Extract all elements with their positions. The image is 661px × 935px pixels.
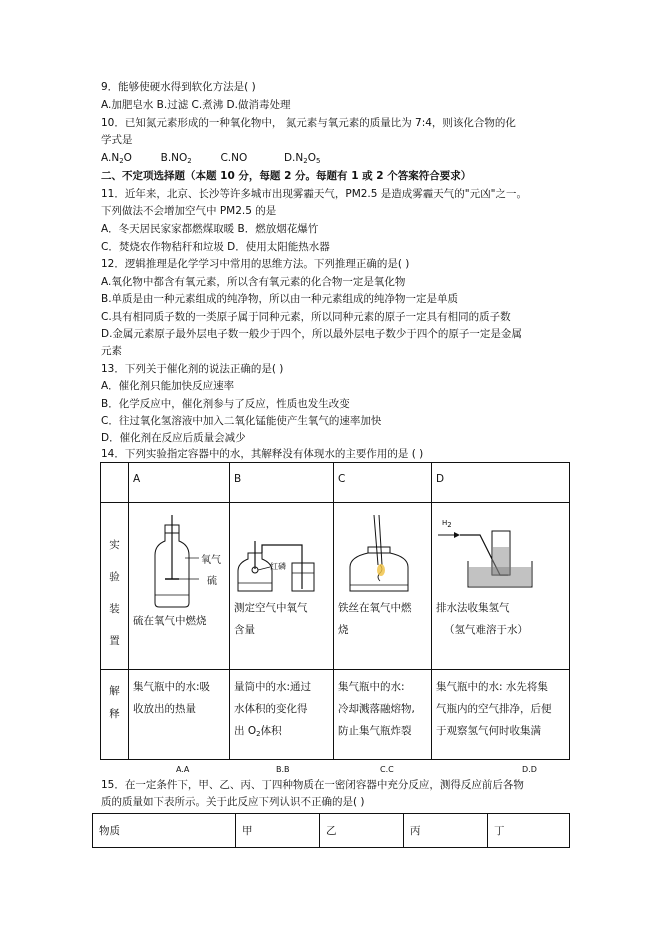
q14-stem: 14．下列实验指定容器中的水，其解释没有体现水的主要作用的是 ( ) xyxy=(101,448,424,460)
oxygen-content-apparatus-figure xyxy=(230,503,334,595)
q14-row-label-explanation: 解 释 xyxy=(101,670,129,760)
q14-col-c: C xyxy=(334,463,432,503)
q14-apparatus-a xyxy=(129,503,230,670)
q14-table xyxy=(100,462,570,760)
q14-answer-b: B.B xyxy=(276,765,290,774)
q11-options-ab: A．冬天居民家家都燃煤取暖 B．燃放烟花爆竹 xyxy=(101,223,319,235)
q12-option-c: C.具有相同质子数的一类原子属于同种元素，所以同种元素的原子一定具有相同的质子数 xyxy=(101,311,511,323)
q10-stem-line1: 10．已知氮元素形成的一种氧化物中， 氮元素与氧元素的质量比为 7:4，则该化合物的化 xyxy=(101,117,516,129)
q14-row-label-apparatus: 实 验 装 置 xyxy=(101,503,129,670)
q14-explanation-d: 集气瓶中的水: 水先将集 气瓶内的空气排净，后便 于观察氢气何时收集满 xyxy=(432,670,570,760)
q14-apparatus-b xyxy=(230,503,334,670)
q15-header-bing: 丙 xyxy=(404,814,488,848)
q14-header-row xyxy=(101,463,570,503)
q9-options: A.加肥皂水 B.过滤 C.煮沸 D.做消毒处理 xyxy=(101,99,291,111)
q14-col-a: A xyxy=(129,463,230,503)
q13-option-b: B．化学反应中，催化剂参与了反应，性质也发生改变 xyxy=(101,398,350,410)
q14-header-empty xyxy=(101,463,129,503)
q10-option-d: $D.N_2O_5$ xyxy=(283,152,321,165)
q15-header-yi: 乙 xyxy=(320,814,404,848)
q12-option-b: B.单质是由一种元素组成的纯净物，所以由一种元素组成的纯净物一定是单质 xyxy=(101,293,459,305)
q14-apparatus-row xyxy=(101,503,570,670)
q10-options xyxy=(101,151,320,165)
q14-col-d: D xyxy=(432,463,570,503)
sulfur-label: 硫 xyxy=(207,576,217,587)
q11-options-cd: C．焚烧农作物秸秆和垃圾 D．使用太阳能热水器 xyxy=(101,241,330,253)
q9-stem: 9．能够使硬水得到软化方法是( ) xyxy=(101,81,256,93)
q11-stem-line2: 下列做法不会增加空气中 PM2.5 的是 xyxy=(101,205,277,217)
q13-stem: 13．下列关于催化剂的说法正确的是( ) xyxy=(101,363,284,375)
q13-option-c: C．往过氧化氢溶液中加入二氧化锰能使产生氧气的速率加快 xyxy=(101,415,382,427)
q12-option-d-line2: 元素 xyxy=(101,345,122,357)
q15-header-ding: 丁 xyxy=(488,814,570,848)
q12-option-a: A.氧化物中都含有氧元素，所以含有氧元素的化合物一定是氧化物 xyxy=(101,276,406,288)
q13-option-d: D．催化剂在反应后质量会减少 xyxy=(101,432,246,444)
q14-caption-b: 测定空气中氧气 含量 xyxy=(234,602,308,636)
q14-answer-c: C.C xyxy=(380,765,394,774)
q15-header-substance: 物质 xyxy=(93,814,236,848)
q12-stem: 12．逻辑推理是化学学习中常用的思维方法。下列推理正确的是( ) xyxy=(101,258,410,270)
q12-option-d-line1: D.金属元素原子最外层电子数一般少于四个，所以最外层电子数少于四个的原子一定是金属 xyxy=(101,328,522,340)
q10-option-c: C.NO xyxy=(220,152,248,164)
q14-caption-d: 排水法收集氢气 （氢气难溶于水） xyxy=(436,602,528,636)
iron-wire-burning-apparatus-figure xyxy=(334,503,432,595)
q10-stem-line2: 学式是 xyxy=(101,134,133,146)
q15-header-row xyxy=(93,814,570,848)
oxygen-label: 氧气 xyxy=(201,555,221,566)
q10-option-b: $B.NO_2$ xyxy=(160,152,192,165)
q14-answer-d: D.D xyxy=(522,765,537,774)
q14-answer-a: A.A xyxy=(176,765,190,774)
q14-caption-c: 铁丝在氧气中燃 烧 xyxy=(338,602,412,636)
q14-apparatus-c xyxy=(334,503,432,670)
q14-apparatus-d xyxy=(432,503,570,670)
q14-explanation-a: 集气瓶中的水:吸 收放出的热量 xyxy=(129,670,230,760)
h2-label: $H_2$ xyxy=(442,519,452,529)
q15-header-jia: 甲 xyxy=(236,814,320,848)
section-2-title: 二、不定项选择题（本题 10 分，每题 2 分。每题有 1 或 2 个答案符合要求） xyxy=(101,170,472,182)
q14-explanation-c: 集气瓶中的水: 冷却溅落融熔物, 防止集气瓶炸裂 xyxy=(334,670,432,760)
q11-stem-line1: 11．近年来，北京、长沙等许多城市出现雾霾天气，PM2.5 是造成雾霾天气的"元凶"之一。 xyxy=(101,188,527,200)
q14-caption-a: 硫在氧气中燃烧 xyxy=(133,615,207,627)
q14-explanation-row xyxy=(101,670,570,760)
red-phosphorus-label: 红磷 xyxy=(270,562,286,571)
q15-table xyxy=(92,813,570,848)
q15-stem-line2: 质的质量如下表所示。关于此反应下列认识不正确的是( ) xyxy=(101,796,365,808)
q14-explanation-b: 量筒中的水:通过 水体积的变化得 出 $O_2$体积 xyxy=(230,670,334,760)
q15-stem-line1: 15．在一定条件下，甲、乙、丙、丁四种物质在一密闭容器中充分反应，测得反应前后各物 xyxy=(101,779,524,791)
q13-option-a: A．催化剂只能加快反应速率 xyxy=(101,380,235,392)
hydrogen-collection-apparatus-figure xyxy=(432,503,570,595)
q10-option-a: $A.N_2O$ xyxy=(101,152,132,165)
q14-col-b: B xyxy=(230,463,334,503)
